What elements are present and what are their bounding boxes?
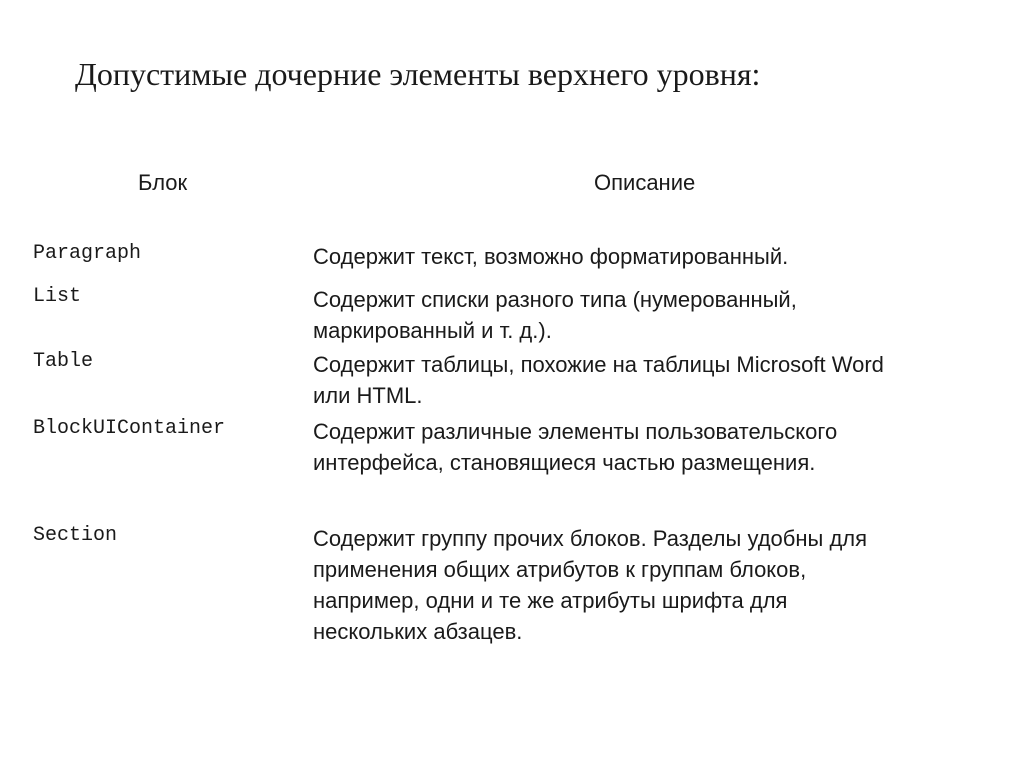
block-name: List xyxy=(33,285,82,308)
description-line: Содержит различные элементы пользовательского xyxy=(313,419,838,444)
description-line: нескольких абзацев. xyxy=(313,619,523,644)
block-name: BlockUIContainer xyxy=(33,417,226,440)
block-description xyxy=(313,416,993,478)
description-line: маркированный и т. д.). xyxy=(313,318,552,343)
description-line: интерфейса, становящиеся частью размещения. xyxy=(313,450,816,475)
block-name: Section xyxy=(33,524,118,547)
description-line: Содержит группу прочих блоков. Разделы удобны для xyxy=(313,526,868,551)
column-header-block: Блок xyxy=(138,170,188,195)
description-line: применения общих атрибутов к группам блоков, xyxy=(313,557,807,582)
slide-title: Допустимые дочерние элементы верхнего уровня: xyxy=(75,56,761,92)
block-description xyxy=(313,241,993,272)
column-header-description: Описание xyxy=(594,170,696,195)
block-name: Paragraph xyxy=(33,242,142,265)
block-description xyxy=(313,523,993,647)
block-description xyxy=(313,349,993,411)
description-line: например, одни и те же атрибуты шрифта для xyxy=(313,588,788,613)
description-line: Содержит списки разного типа (нумерованный, xyxy=(313,287,797,312)
description-line: или HTML. xyxy=(313,383,423,408)
block-description xyxy=(313,284,993,346)
block-name: Table xyxy=(33,350,94,373)
description-line: Содержит таблицы, похожие на таблицы Microsoft Word xyxy=(313,352,884,377)
description-line: Содержит текст, возможно форматированный. xyxy=(313,244,789,269)
